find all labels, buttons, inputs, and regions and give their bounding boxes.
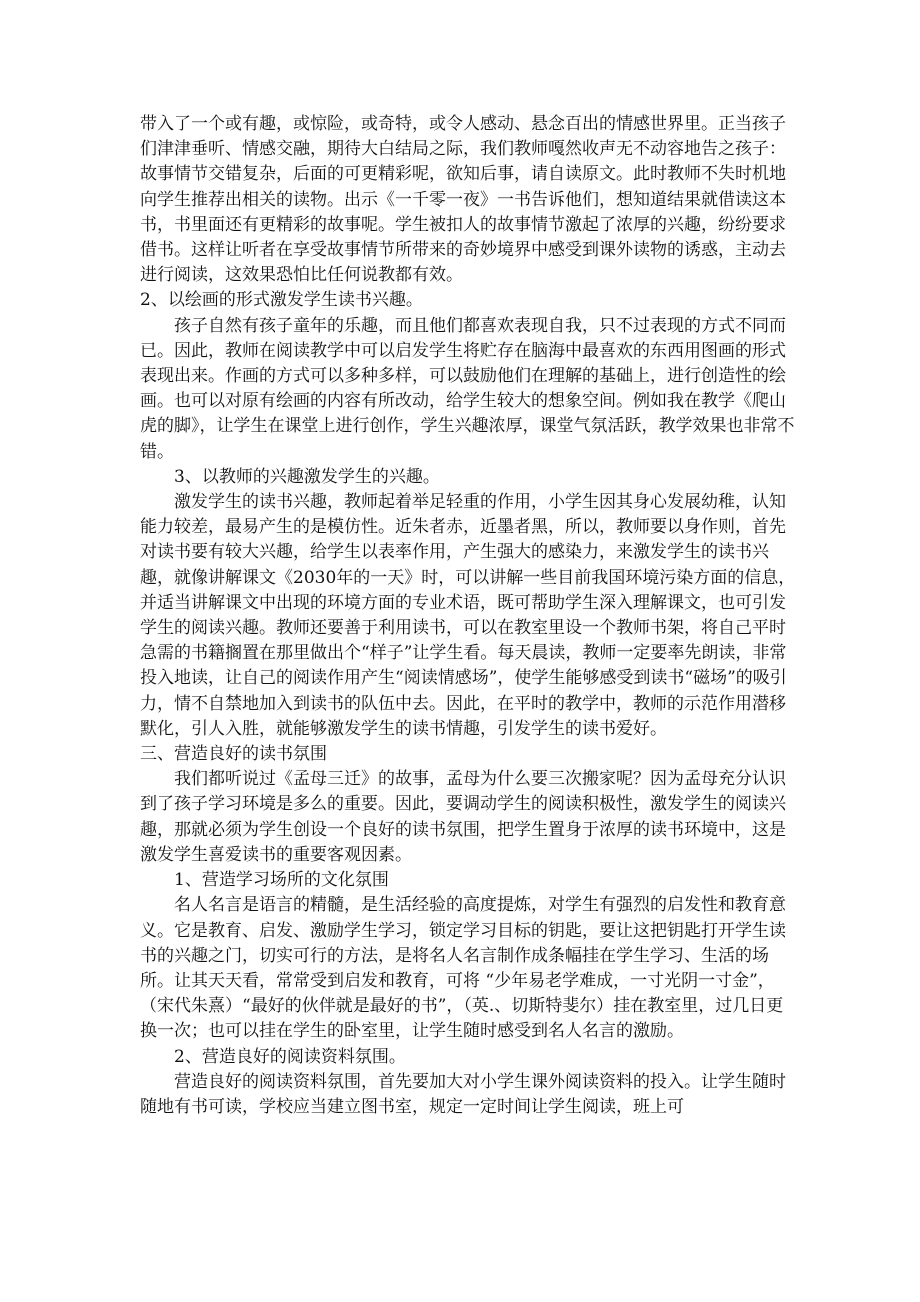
heading-2-drawing: 2、以绘画的形式激发学生读书兴趣。	[140, 290, 423, 311]
paragraph-drawing: 孩子自然有孩子童年的乐趣，而且他们都喜欢表现自我，只不过表现的方式不同而已。因此，教师在阅读教学中可以启发学生将贮存在脑海中最喜欢的东西用图画的形式表现出来。作画的方式可以多种多样，可以鼓励他们在理解的基础上，进行创造性的绘画。也可以对原有绘画的内容有所改动，给学生较大的想象空间。例如我在教学《爬山虎的脚》，让学生在课堂上进行创作，学生兴趣浓厚，课堂气氛活跃，教学效果也非常不错。	[140, 315, 795, 462]
paragraph-continuation: 带入了一个或有趣，或惊险，或奇特，或令人感动、悬念百出的情感世界里。正当孩子们津津垂听、情感交融，期待大白结局之际，我们教师嘎然收声无不动容地告之孩子：故事情节交错复杂，后面的可更精彩呢，欲知后事，请自读原文。此时教师不失时机地向学生推荐出相关的读物。出示《一千零一夜》一书告诉他们，想知道结果就借读这本书，书里面还有更精彩的故事呢。学生被扣人的故事情节激起了浓厚的兴趣，纷纷要求借书。这样让听者在享受故事情节所带来的奇妙境界中感受到课外读物的诱惑，主动去进行阅读，这效果恐怕比任何说教都有效。	[140, 114, 786, 286]
body-text	[140, 112, 800, 1120]
paragraph-materials: 营造良好的阅读资料氛围，首先要加大对小学生课外阅读资料的投入。让学生随时随地有书可读，学校应当建立图书室，规定一定时间让学生阅读，班上可	[140, 1071, 786, 1117]
heading-section-3: 三、营造良好的读书氛围	[140, 744, 327, 765]
heading-2-materials: 2、营造良好的阅读资料氛围。	[174, 1046, 406, 1067]
paragraph-mencius-mother: 我们都听说过《孟母三迁》的故事，孟母为什么要三次搬家呢？因为孟母充分认识到了孩子学习环境是多么的重要。因此，要调动学生的阅读积极性，激发学生的阅读兴趣，那就必须为学生创设一个良好的读书氛围，把学生置身于浓厚的读书环境中，这是激发学生喜爱读书的重要客观因素。	[140, 769, 786, 865]
heading-1-culture: 1、营造学习场所的文化氛围	[174, 870, 389, 891]
heading-3-teacher-interest: 3、以教师的兴趣激发学生的兴趣。	[174, 466, 440, 487]
paragraph-teacher-interest: 激发学生的读书兴趣，教师起着举足轻重的作用，小学生因其身心发展幼稚，认知能力较差，最易产生的是模仿性。近朱者赤，近墨者黑，所以，教师要以身作则，首先对读书要有较大兴趣，给学生以表率作用，产生强大的感染力，来激发学生的读书兴趣，就像讲解课文《2030年的一天》时，可以讲解一些目前我国环境污染方面的信息，并适当讲解课文中出现的环境方面的专业术语，既可帮助学生深入理解课文，也可引发学生的阅读兴趣。教师还要善于利用读书，可以在教室里设一个教师书架，将自己平时急需的书籍搁置在那里做出个“样子”让学生看。每天晨读，教师一定要率先朗读，非常投入地读，让自己的阅读作用产生“阅读情感场”，使学生能够感受到读书“磁场”的吸引力，情不自禁地加入到读书的队伍中去。因此，在平时的教学中，教师的示范作用潜移默化，引人入胜，就能够激发学生的读书情趣，引发学生的读书爱好。	[140, 492, 796, 739]
paragraph-quotes: 名人名言是语言的精髓，是生活经验的高度提炼，对学生有强烈的启发性和教育意义。它是教育、启发、激励学生学习，锁定学习目标的钥匙，要让这把钥匙打开学生读书的兴趣之门，切实可行的方法，是将名人名言制作成条幅挂在学生学习、生活的场所。让其天天看，常常受到启发和教育，可将 “少年易老学难成，一寸光阴一寸金”，（宋代朱熹）“最好的伙伴就是最好的书”，（英.、切斯特斐尔）挂在教室里，过几日更换一次；也可以挂在学生的卧室里，让学生随时感受到名人名言的激励。	[140, 895, 786, 1042]
